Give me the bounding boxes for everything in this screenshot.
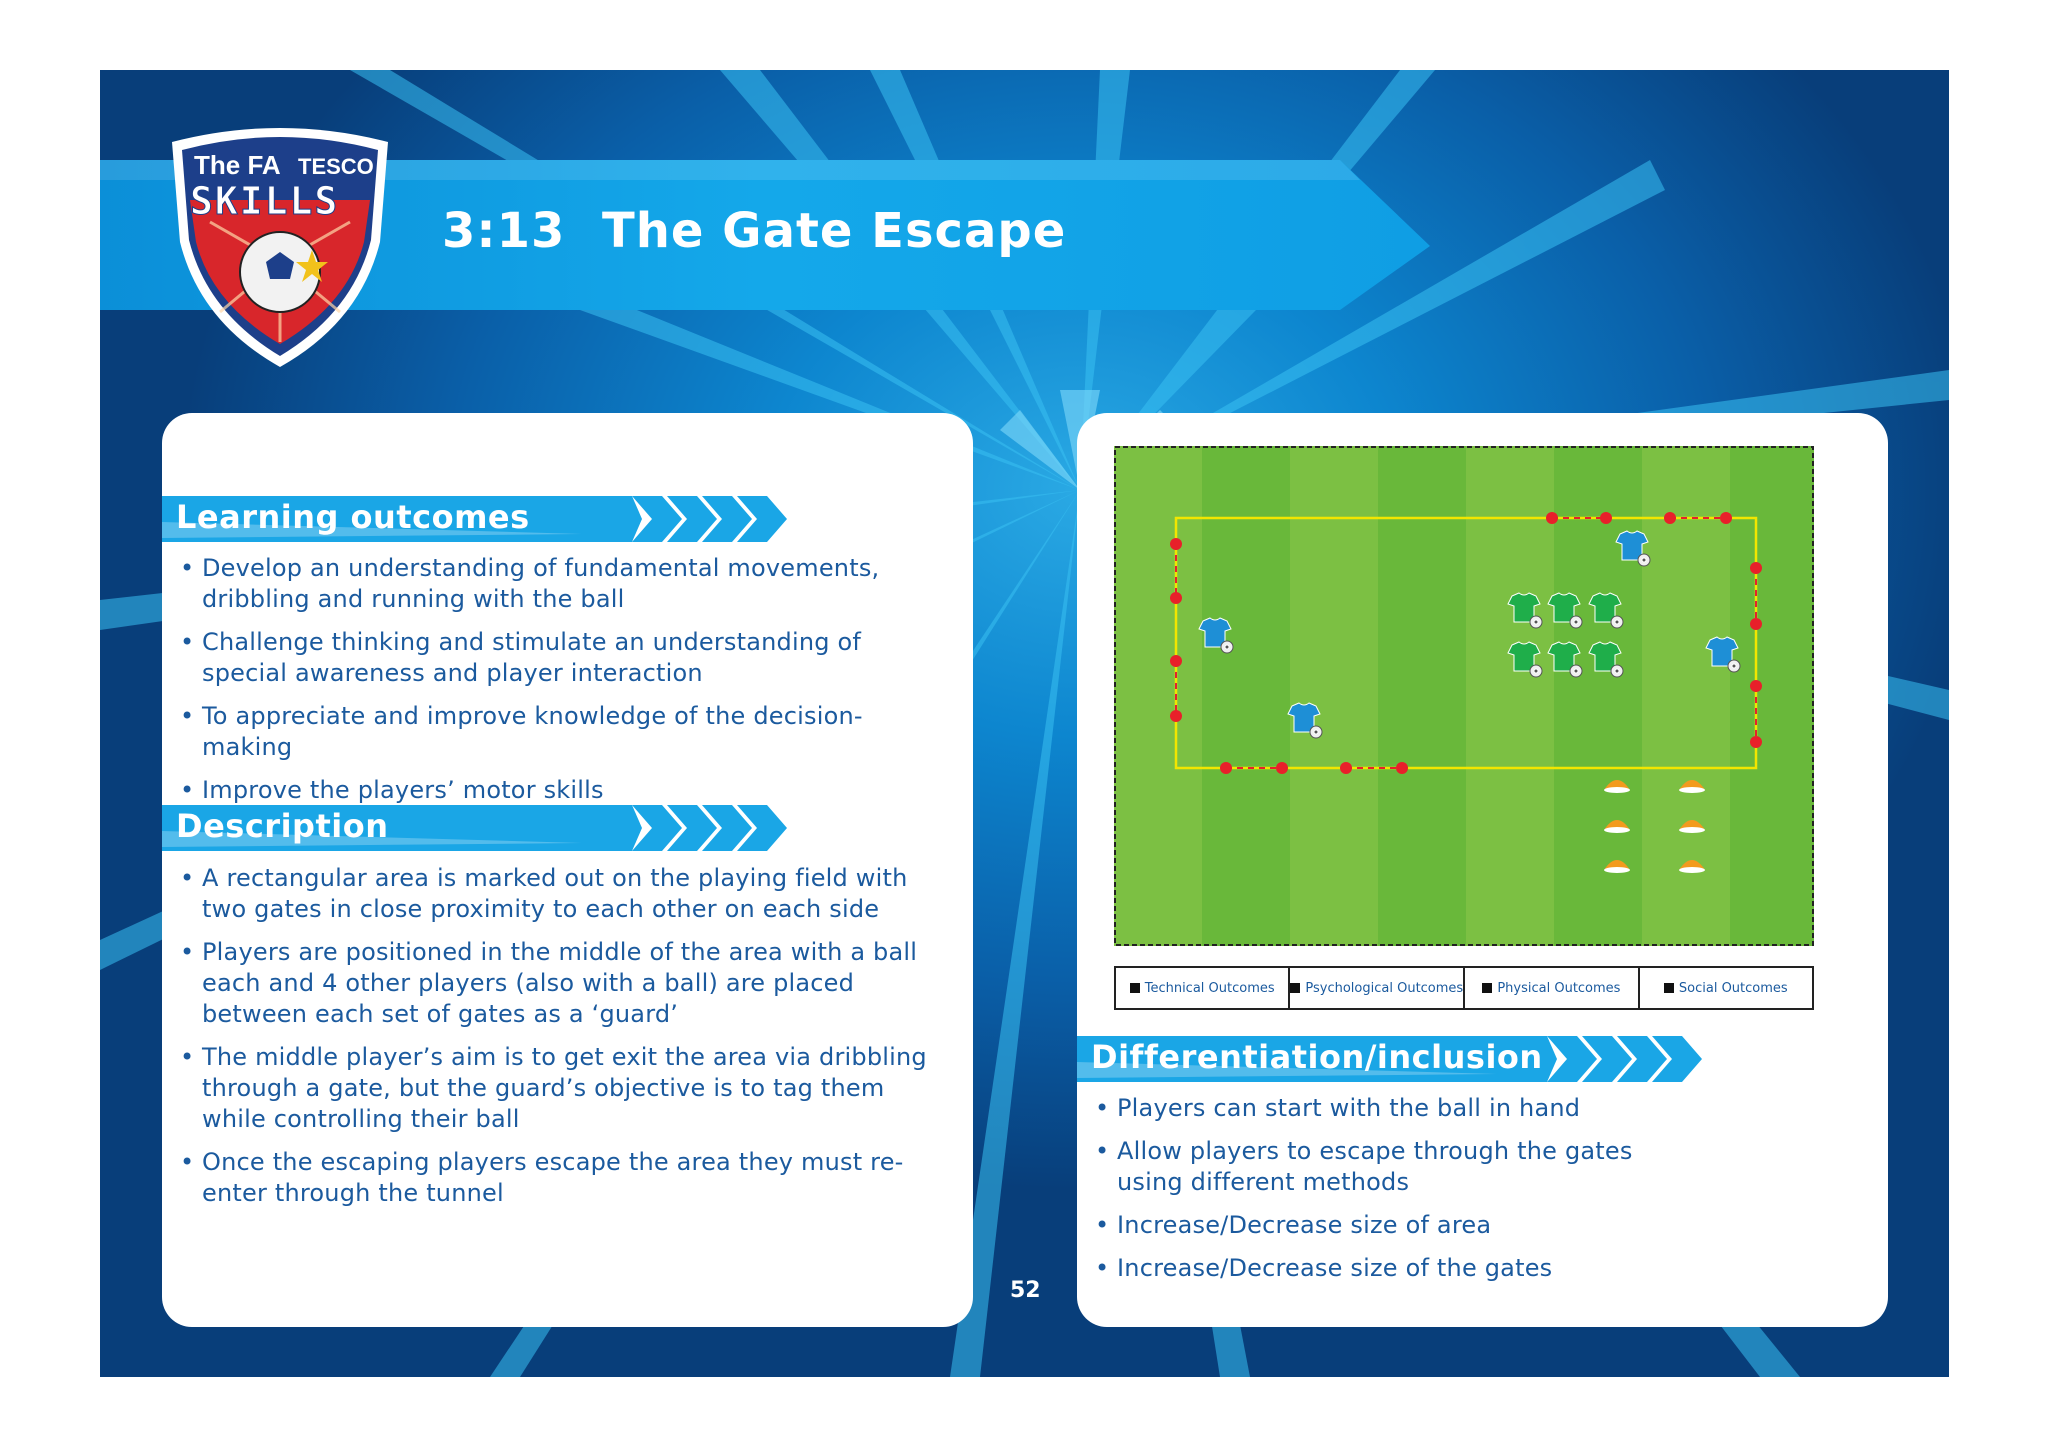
legend-square-icon (1290, 983, 1300, 993)
section-title: Description (176, 807, 389, 845)
list-item: • Once the escaping players escape the area they must re-enter through the tunnel (168, 1147, 948, 1209)
legend-item-physical (1465, 968, 1639, 1008)
description-list (168, 863, 948, 1221)
legend-square-icon (1664, 983, 1674, 993)
learning-outcomes-header (162, 496, 812, 542)
differentiation-header (1077, 1036, 1727, 1082)
pitch-svg (1114, 446, 1814, 946)
list-item: • A rectangular area is marked out on the playing field with two gates in close proximity to each other on each side (168, 863, 948, 925)
legend-item-social (1640, 968, 1812, 1008)
list-item: • Allow players to escape through the gates using different methods (1083, 1136, 1703, 1198)
page-background (100, 70, 1949, 1377)
left-content-panel (162, 413, 973, 1327)
legend-label: Physical Outcomes (1497, 980, 1621, 996)
legend-label: Technical Outcomes (1144, 980, 1275, 996)
legend-label: Social Outcomes (1678, 980, 1788, 996)
section-title: Differentiation/inclusion (1091, 1038, 1543, 1076)
learning-outcomes-list (168, 553, 948, 818)
outcomes-legend (1114, 966, 1814, 1010)
page-number: 52 (1010, 1278, 1041, 1303)
legend-item-psychological (1290, 968, 1465, 1008)
legend-square-icon (1482, 983, 1492, 993)
list-item: • Players are positioned in the middle of the area with a ball each and 4 other players (also with a ball) are placed between each set of gates as a ‘guard’ (168, 937, 948, 1030)
right-content-panel (1077, 413, 1888, 1327)
list-item: • Players can start with the ball in hand (1083, 1093, 1703, 1124)
logo-line1-left: The FA (194, 150, 281, 180)
section-number: 3:13 (442, 203, 566, 259)
differentiation-list (1083, 1093, 1703, 1296)
logo-line2: SKILLS (190, 179, 340, 223)
list-item: • Challenge thinking and stimulate an understanding of special awareness and player interaction (168, 627, 948, 689)
fa-tesco-skills-logo (160, 122, 400, 372)
pitch-diagram (1114, 446, 1814, 946)
logo-line1-right: TESCO (298, 154, 374, 179)
list-item: • Improve the players’ motor skills (168, 775, 948, 806)
description-header (162, 805, 812, 851)
list-item: • Increase/Decrease size of the gates (1083, 1253, 1703, 1284)
legend-label: Psychological Outcomes (1305, 980, 1464, 996)
list-item: • The middle player’s aim is to get exit the area via dribbling through a gate, but the guard’s objective is to tag them while controlling their ball (168, 1042, 948, 1135)
legend-item-technical (1116, 968, 1290, 1008)
list-item: • Increase/Decrease size of area (1083, 1210, 1703, 1241)
list-item: • Develop an understanding of fundamental movements, dribbling and running with the ball (168, 553, 948, 615)
page-title: The Gate Escape (602, 203, 1067, 259)
section-title: Learning outcomes (176, 498, 530, 536)
legend-square-icon (1130, 983, 1140, 993)
list-item: • To appreciate and improve knowledge of the decision-making (168, 701, 948, 763)
